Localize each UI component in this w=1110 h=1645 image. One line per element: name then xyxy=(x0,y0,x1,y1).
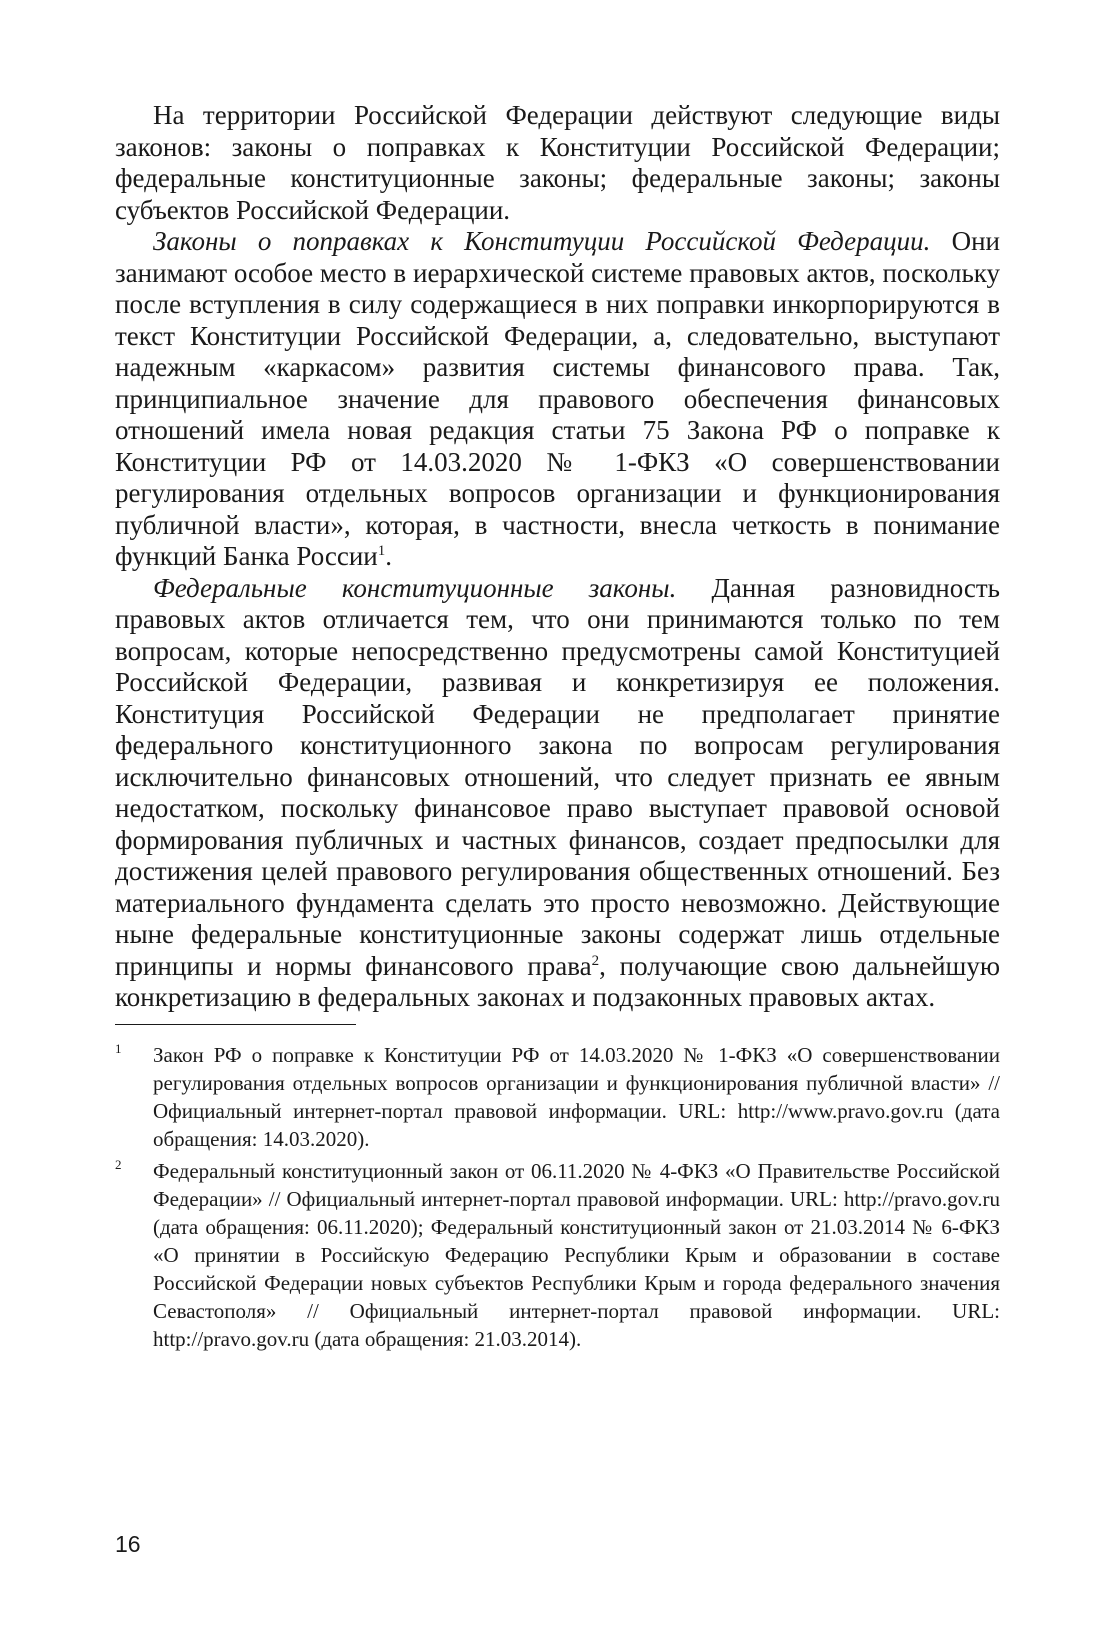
paragraph-text: Они занимают особое место в иерархической системе правовых актов, поскольку после вступления в силу содержащиеся в них поправки инкорпорируются в текст Конституции Российской Федерации, а, следовательно, выступают надежным «каркасом» развития системы финансового права. Так, принципиальное значение для правового обеспечения финансовых отношений имела новая редакция статьи 75 Закона РФ о поправке к Конституции РФ от 14.03.2020 № 1-ФКЗ «О совершенствовании регулирования отдельных вопросов организации и функционирования публичной власти», которая, в частности, внесла четкость в понимание функций Банка России xyxy=(115,226,1000,571)
footnote-number: 2 xyxy=(115,1156,122,1172)
footnote-ref[interactable]: 2 xyxy=(591,952,600,969)
paragraph-law-types xyxy=(115,100,1000,226)
paragraph-federal-constitutional-laws xyxy=(115,573,1000,1014)
paragraph-heading: Законы о поправках к Конституции Российской Федерации. xyxy=(153,226,931,256)
footnote-number: 1 xyxy=(115,1040,122,1056)
footnotes xyxy=(115,1041,1000,1353)
footnote-ref[interactable]: 1 xyxy=(377,543,386,559)
paragraph-constitution-amendments xyxy=(115,226,1000,573)
footnote-text: Закон РФ о поправке к Конституции РФ от 14.03.2020 № 1-ФКЗ «О совершенствовании регулирования отдельных вопросов организации и функционирования публичной власти» // Официальный интернет-портал правовой информации. URL: http://www.pravo.gov.ru (дата обращения: 14.03.2020). xyxy=(153,1042,1000,1151)
footnote-item xyxy=(115,1041,1000,1153)
paragraph-text-tail: , получающие свою дальнейшую конкретизацию в федеральных законах и подзаконных правовых актах. xyxy=(115,950,1000,1012)
paragraph-text: На территории Российской Федерации действуют следующие виды законов: законы о поправках к Конституции Российской Федерации; федеральные конституционные законы; федеральные законы; законы субъектов Российской Федерации. xyxy=(115,100,1000,225)
footnote-item xyxy=(115,1157,1000,1353)
page-number: 16 xyxy=(115,1531,141,1557)
paragraph-text: Данная разновидность правовых актов отличается тем, что они принимаются только по тем вопросам, которые непосредственно предусмотрены самой Конституцией Российской Федерации, развивая и конкретизируя ее положения. Конституция Российской Федерации не предполагает принятие федерального конституционного закона по вопросам регулирования исключительно финансовых отношений, что следует признать ее явным недостатком, поскольку финансовое право выступает правовой основой формирования публичных и частных финансов, создает предпосылки для достижения целей правового регулирования общественных отношений. Без материального фундамента сделать это просто невозможно. Действующие ныне федеральные конституционные законы содержат лишь отдельные принципы и нормы финансового права xyxy=(115,572,1000,981)
footnote-text: Федеральный конституционный закон от 06.11.2020 № 4-ФКЗ «О Правительстве Российской Федерации» // Официальный интернет-портал правовой информации. URL: http://pravo.gov.ru (дата обращения: 06.11.2020); Федеральный конституционный закон от 21.03.2014 № 6-ФКЗ «О принятии в Российскую Федерацию Республики Крым и образовании в составе Российской Федерации новых субъектов Республики Крым и города федерального значения Севастополя» // Официальный интернет-портал правовой информации. URL: http://pravo.gov.ru (дата обращения: 21.03.2014). xyxy=(153,1158,1000,1351)
footnote-divider xyxy=(115,1024,356,1025)
page-content xyxy=(115,100,1000,1357)
paragraph-heading: Федеральные конституционные законы. xyxy=(153,572,677,603)
paragraph-text-tail: . xyxy=(385,541,392,571)
main-text xyxy=(115,100,1000,1014)
